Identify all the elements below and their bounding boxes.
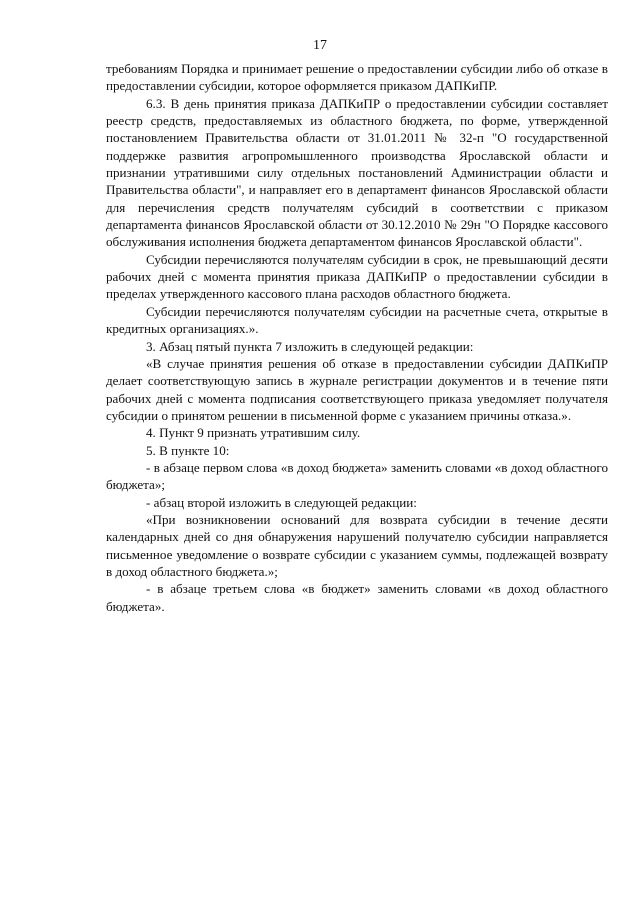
paragraph-item-5: 5. В пункте 10: [146, 442, 230, 458]
paragraph-return-quote: «При возникновении оснований для возврата субсидии в течение десяти календарных дней со дня обнаружения нарушений получателю субсидии направляется письменное уведомление о возврате субсидии с указанием суммы, подлежащей возврату в доход областного бюджета.»; [106, 511, 608, 579]
paragraph-refusal-quote: «В случае принятия решения об отказе в предоставлении субсидии ДАПКиПР делает соответствующую запись в журнале регистрации документов и в течение пяти рабочих дней с момента подписания соответствующего приказа уведомляет получателя субсидии о принятом решении в письменной форме с указанием причины отказа.». [106, 355, 608, 423]
paragraph-subsidy-accounts: Субсидии перечисляются получателям субсидии на расчетные счета, открытые в кредитных организациях.». [106, 303, 608, 337]
paragraph-subsidy-term: Субсидии перечисляются получателям субсидии в срок, не превышающий десяти рабочих дней с момента принятия приказа ДАПКиПР о предоставлении субсидии в пределах утвержденного кассового плана расходов областного бюджета. [106, 251, 608, 302]
paragraph-item-5-second: - абзац второй изложить в следующей редакции: [146, 494, 417, 510]
page-number: 17 [313, 38, 327, 53]
document-body [106, 60, 608, 615]
paragraph-6-3: 6.3. В день принятия приказа ДАПКиПР о предоставлении субсидии составляет реестр средств, предоставляемых из областного бюджета, по форме, утвержденной постановлением Правительства области от 31.01.2011 № 32-п "О государственной поддержке развития агропромышленного производства Ярославской области и признании утратившими силу отдельных постановлений Администрации области и Правительства области", и направляет его в департамент финансов Ярославской области для перечисления средств получателям субсидий в соответствии с приказом департамента финансов Ярославской области от 30.12.2010 № 29н "О Порядке кассового обслуживания исполнения бюджета департаментом финансов Ярославской области". [106, 95, 608, 250]
paragraph-item-4: 4. Пункт 9 признать утратившим силу. [146, 425, 361, 441]
paragraph-continuation: требованиям Порядка и принимает решение о предоставлении субсидии либо об отказе в предоставлении субсидии, которое оформляется приказом ДАПКиПР. [106, 61, 608, 94]
paragraph-item-3: 3. Абзац пятый пункта 7 изложить в следующей редакции: [146, 338, 474, 354]
paragraph-item-5-third: - в абзаце третьем слова «в бюджет» заменить словами «в доход областного бюджета». [106, 581, 608, 614]
paragraph-item-5-first: - в абзаце первом слова «в доход бюджета» заменить словами «в доход областного бюджета»; [106, 459, 608, 493]
